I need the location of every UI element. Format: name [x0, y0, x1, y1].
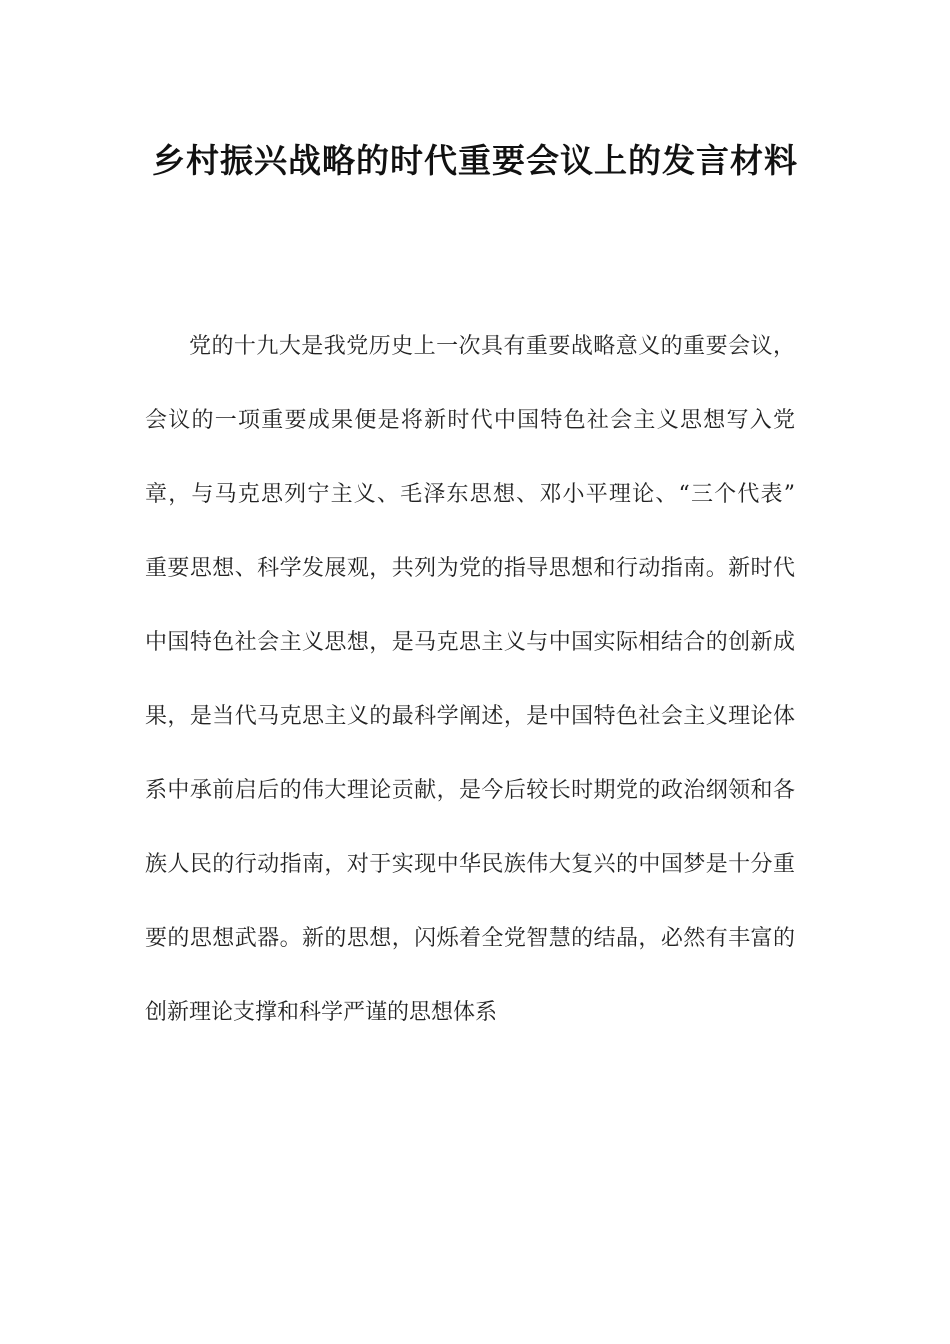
body-line: 果，是当代马克思主义的最科学阐述，是中国特色社会主义理论体 — [145, 704, 795, 729]
body-line: 要的思想武器。新的思想，闪烁着全党智慧的结晶，必然有丰富的 — [145, 926, 795, 951]
body-line: 族人民的行动指南，对于实现中华民族伟大复兴的中国梦是十分重 — [145, 852, 795, 877]
document-body — [145, 310, 795, 1050]
body-line: 系中承前启后的伟大理论贡献，是今后较长时期党的政治纲领和各 — [145, 778, 795, 803]
body-line: 章，与马克思列宁主义、毛泽东思想、邓小平理论、“三个代表” — [145, 482, 795, 507]
body-line: 中国特色社会主义思想，是马克思主义与中国实际相结合的创新成 — [145, 630, 795, 655]
body-line: 党的十九大是我党历史上一次具有重要战略意义的重要会议， — [189, 334, 795, 359]
document-title: 乡村振兴战略的时代重要会议上的发言材料 — [152, 141, 798, 180]
body-line: 会议的一项重要成果便是将新时代中国特色社会主义思想写入党 — [145, 408, 795, 433]
body-line: 创新理论支撑和科学严谨的思想体系 — [145, 1000, 498, 1025]
body-line: 重要思想、科学发展观，共列为党的指导思想和行动指南。新时代 — [145, 556, 795, 581]
